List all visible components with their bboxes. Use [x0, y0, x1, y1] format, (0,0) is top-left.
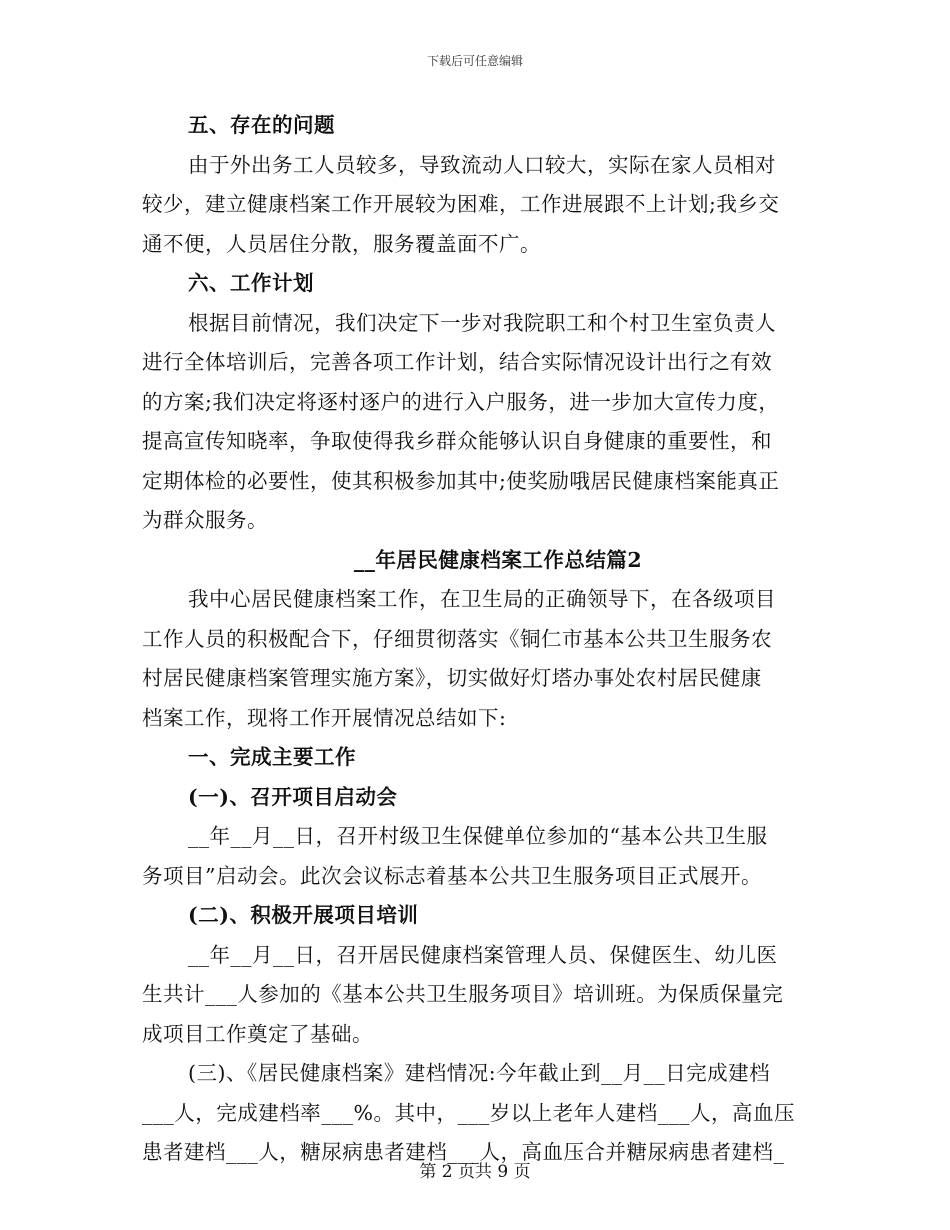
paragraph-line: 通不便，人员居住分散，服务覆盖面不广。 [142, 231, 541, 256]
paragraph-line: 成项目工作奠定了基础。 [142, 1021, 373, 1046]
section-heading: 五、存在的问题 [188, 113, 335, 137]
paragraph-line: 较少，建立健康档案工作开展较为困难，工作进展跟不上计划;我乡交 [142, 192, 780, 216]
paragraph-line: 工作人员的积极配合下，仔细贯彻落实《铜仁市基本公共卫生服务农 [142, 626, 772, 651]
paragraph-line: __年__月__日，召开村级卫生保健单位参加的“基本公共卫生服 [188, 824, 768, 848]
paragraph-line: (三)、《居民健康档案》建档情况:今年截止到__月__日完成建档 [188, 1061, 771, 1085]
paragraph-line: 的方案;我们决定将逐村逐户的进行入户服务，进一步加大宣传力度， [142, 389, 780, 414]
paragraph-line: 进行全体培训后，完善各项工作计划，结合实际情况设计出行之有效 [142, 350, 772, 374]
section-heading: (二)、积极开展项目培训 [188, 903, 419, 927]
section-heading: 六、工作计划 [188, 271, 314, 295]
paragraph-line: __年__月__日，召开居民健康档案管理人员、保健医生、幼儿医 [188, 942, 778, 967]
paragraph-line: 档案工作，现将工作开展情况总结如下: [142, 705, 507, 730]
section-heading: (一)、召开项目启动会 [188, 784, 398, 809]
page-footer: 第 2 页共 9 页 [419, 1162, 531, 1182]
paragraph-line: 根据目前情况，我们决定下一步对我院职工和个村卫生室负责人 [188, 310, 776, 335]
paragraph-line: ___人，完成建档率___%。其中，___岁以上老年人建档___人，高血压 [142, 1100, 795, 1125]
section-heading: 一、完成主要工作 [188, 745, 356, 769]
page-header: 下载后可任意编辑 [426, 54, 523, 68]
paragraph-line: 为群众服务。 [142, 508, 268, 532]
section-heading: __年居民健康档案工作总结篇2 [353, 547, 643, 572]
document-body [142, 106, 808, 1173]
paragraph-line: 提高宣传知晓率，争取使得我乡群众能够认识自身健康的重要性，和 [142, 429, 772, 453]
paragraph-line: 村居民健康档案管理实施方案》，切实做好灯塔办事处农村居民健康 [142, 666, 762, 690]
paragraph-line: 由于外出务工人员较多，导致流动人口较大，实际在家人员相对 [188, 152, 776, 177]
paragraph-line: 患者建档___人，糖尿病患者建档___人，高血压合并糖尿病患者建档_ [142, 1140, 785, 1164]
paragraph-line: 生共计___人参加的《基本公共卫生服务项目》培训班。为保质保量完 [142, 982, 784, 1006]
paragraph-line: 定期体检的必要性，使其积极参加其中;使奖励哦居民健康档案能真正 [142, 468, 780, 493]
paragraph-line: 我中心居民健康档案工作，在卫生局的正确领导下，在各级项目 [188, 587, 776, 611]
paragraph-line: 务项目”启动会。此次会议标志着基本公共卫生服务项目正式展开。 [142, 863, 762, 888]
